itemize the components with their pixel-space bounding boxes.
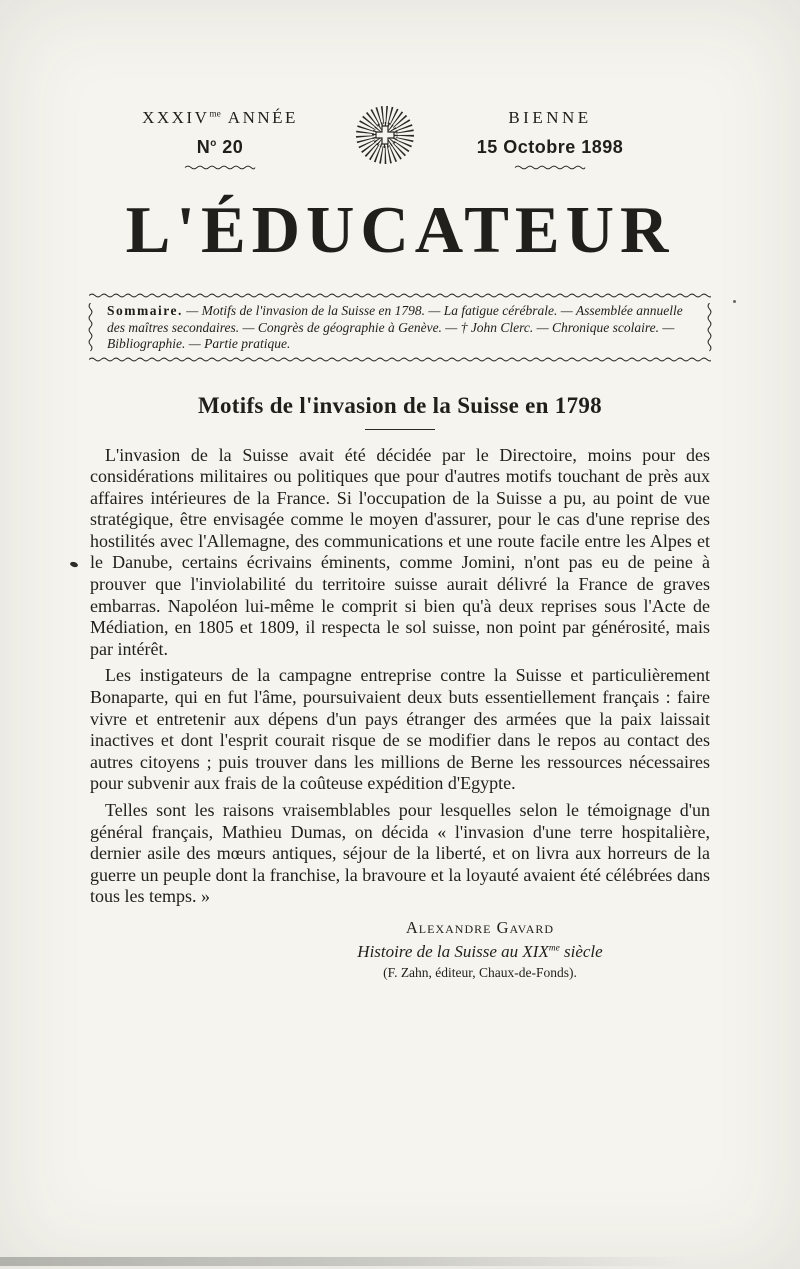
wavy-border-bottom <box>89 356 711 363</box>
wavy-border-top <box>89 292 711 299</box>
wavy-border-left <box>87 303 94 352</box>
title-divider <box>365 429 435 430</box>
edition-block <box>95 108 345 171</box>
annee-word: ANNÉE <box>227 108 298 127</box>
sommaire-label: Sommaire. <box>107 303 183 318</box>
signature-work-title <box>295 942 665 962</box>
article-body <box>90 445 710 908</box>
squiggle-divider-left <box>184 164 256 171</box>
journal-header <box>0 0 800 171</box>
issue-number-line <box>95 137 345 158</box>
article-paragraph: L'invasion de la Suisse avait été décidée par le Directoire, moins pour des considérations militaires ou politiques que pour d'autres motifs touchant de près aux affaires intérieures de la France. Si l'occupation de la Suisse a pu, au point de vue stratégique, être envisagée comme le moyen d'assurer, pour le cas d'une reprise des hostilités avec l'Allemagne, des communications et une route facile entre les Alpes et le Danube, certains écrivains éminents, comme Jomini, n'ont pas eu de peine à prouver que l'inviolabilité du territoire suisse aurait délivré la France de graves embarras. Napoléon lui-même le comprit si bien qu'à deux reprises sous l'Acte de Médiation, en 1805 et 1809, il respecta le sol suisse, non point par générosité, mais par intérêt. <box>90 444 710 659</box>
ornament-column <box>345 104 425 166</box>
journal-title: L'ÉDUCATEUR <box>125 193 675 267</box>
annee-superscript: me <box>209 109 221 120</box>
sommaire-box <box>89 292 711 363</box>
article-title: Motifs de l'invasion de la Suisse en 1798 <box>198 392 602 418</box>
ink-speck <box>69 561 78 568</box>
work-title-superscript: me <box>548 943 560 954</box>
signature-publisher: (F. Zahn, éditeur, Chaux-de-Fonds). <box>383 964 577 980</box>
sommaire-content <box>107 303 693 353</box>
issue-number: 20 <box>222 137 244 157</box>
article-paragraph: Telles sont les raisons vraisemblables pour lesquelles selon le témoignage d'un général français, Mathieu Dumas, on décida « l'invasion d'une terre hospitalière, dernier asile des mœurs antiques, séjour de la liberté, et on livra aux horreurs de la guerre un peuple dont la franchise, la bravoure et la loyauté avaient été célébrées dans tous les temps. » <box>90 800 710 907</box>
article-paragraph: Les instigateurs de la campagne entreprise contre la Suisse et particulièrement Bonaparte, qui en fut l'âme, poursuivaient deux buts essentiellement français : faire vivre et entretenir aux dépens d'un pays étranger des armées que la paix laissait inactives et dont l'esprit courait risque de se modifier dans le repos au contact des autres citoyens ; puis trouver dans les millions de Berne les ressources nécessaires pour subvenir aux frais de la coûteuse expédition d'Egypte. <box>90 665 710 794</box>
squiggle-divider-right <box>514 164 586 171</box>
issue-prefix: N <box>196 137 211 157</box>
swiss-cross-sunburst-icon <box>354 104 416 166</box>
work-title-suffix: siècle <box>559 941 603 961</box>
ink-speck <box>733 300 736 303</box>
issue-superscript: o <box>210 138 217 149</box>
signature-author: Alexandre Gavard <box>405 917 555 937</box>
sommaire-text: — Motifs de l'invasion de la Suisse en 1798. — La fatigue cérébrale. — Assemblée annuelle des maîtres secondaires. — Congrès de géographie à Genève. — † John Clerc. — Chronique scolaire. — Bibliographie. — Partie pratique. <box>107 303 683 351</box>
wavy-border-right <box>706 303 713 352</box>
annee-prefix: XXXIV <box>142 108 210 127</box>
work-title-text: Histoire de la Suisse au XIX <box>357 941 549 961</box>
date-line: 15 Octobre 1898 <box>476 137 624 157</box>
place-date-block <box>425 108 675 171</box>
article <box>90 393 710 981</box>
place-line: BIENNE <box>508 108 592 127</box>
annee-line <box>95 108 345 128</box>
scan-edge-band <box>0 1257 688 1266</box>
signature-block <box>295 918 665 981</box>
